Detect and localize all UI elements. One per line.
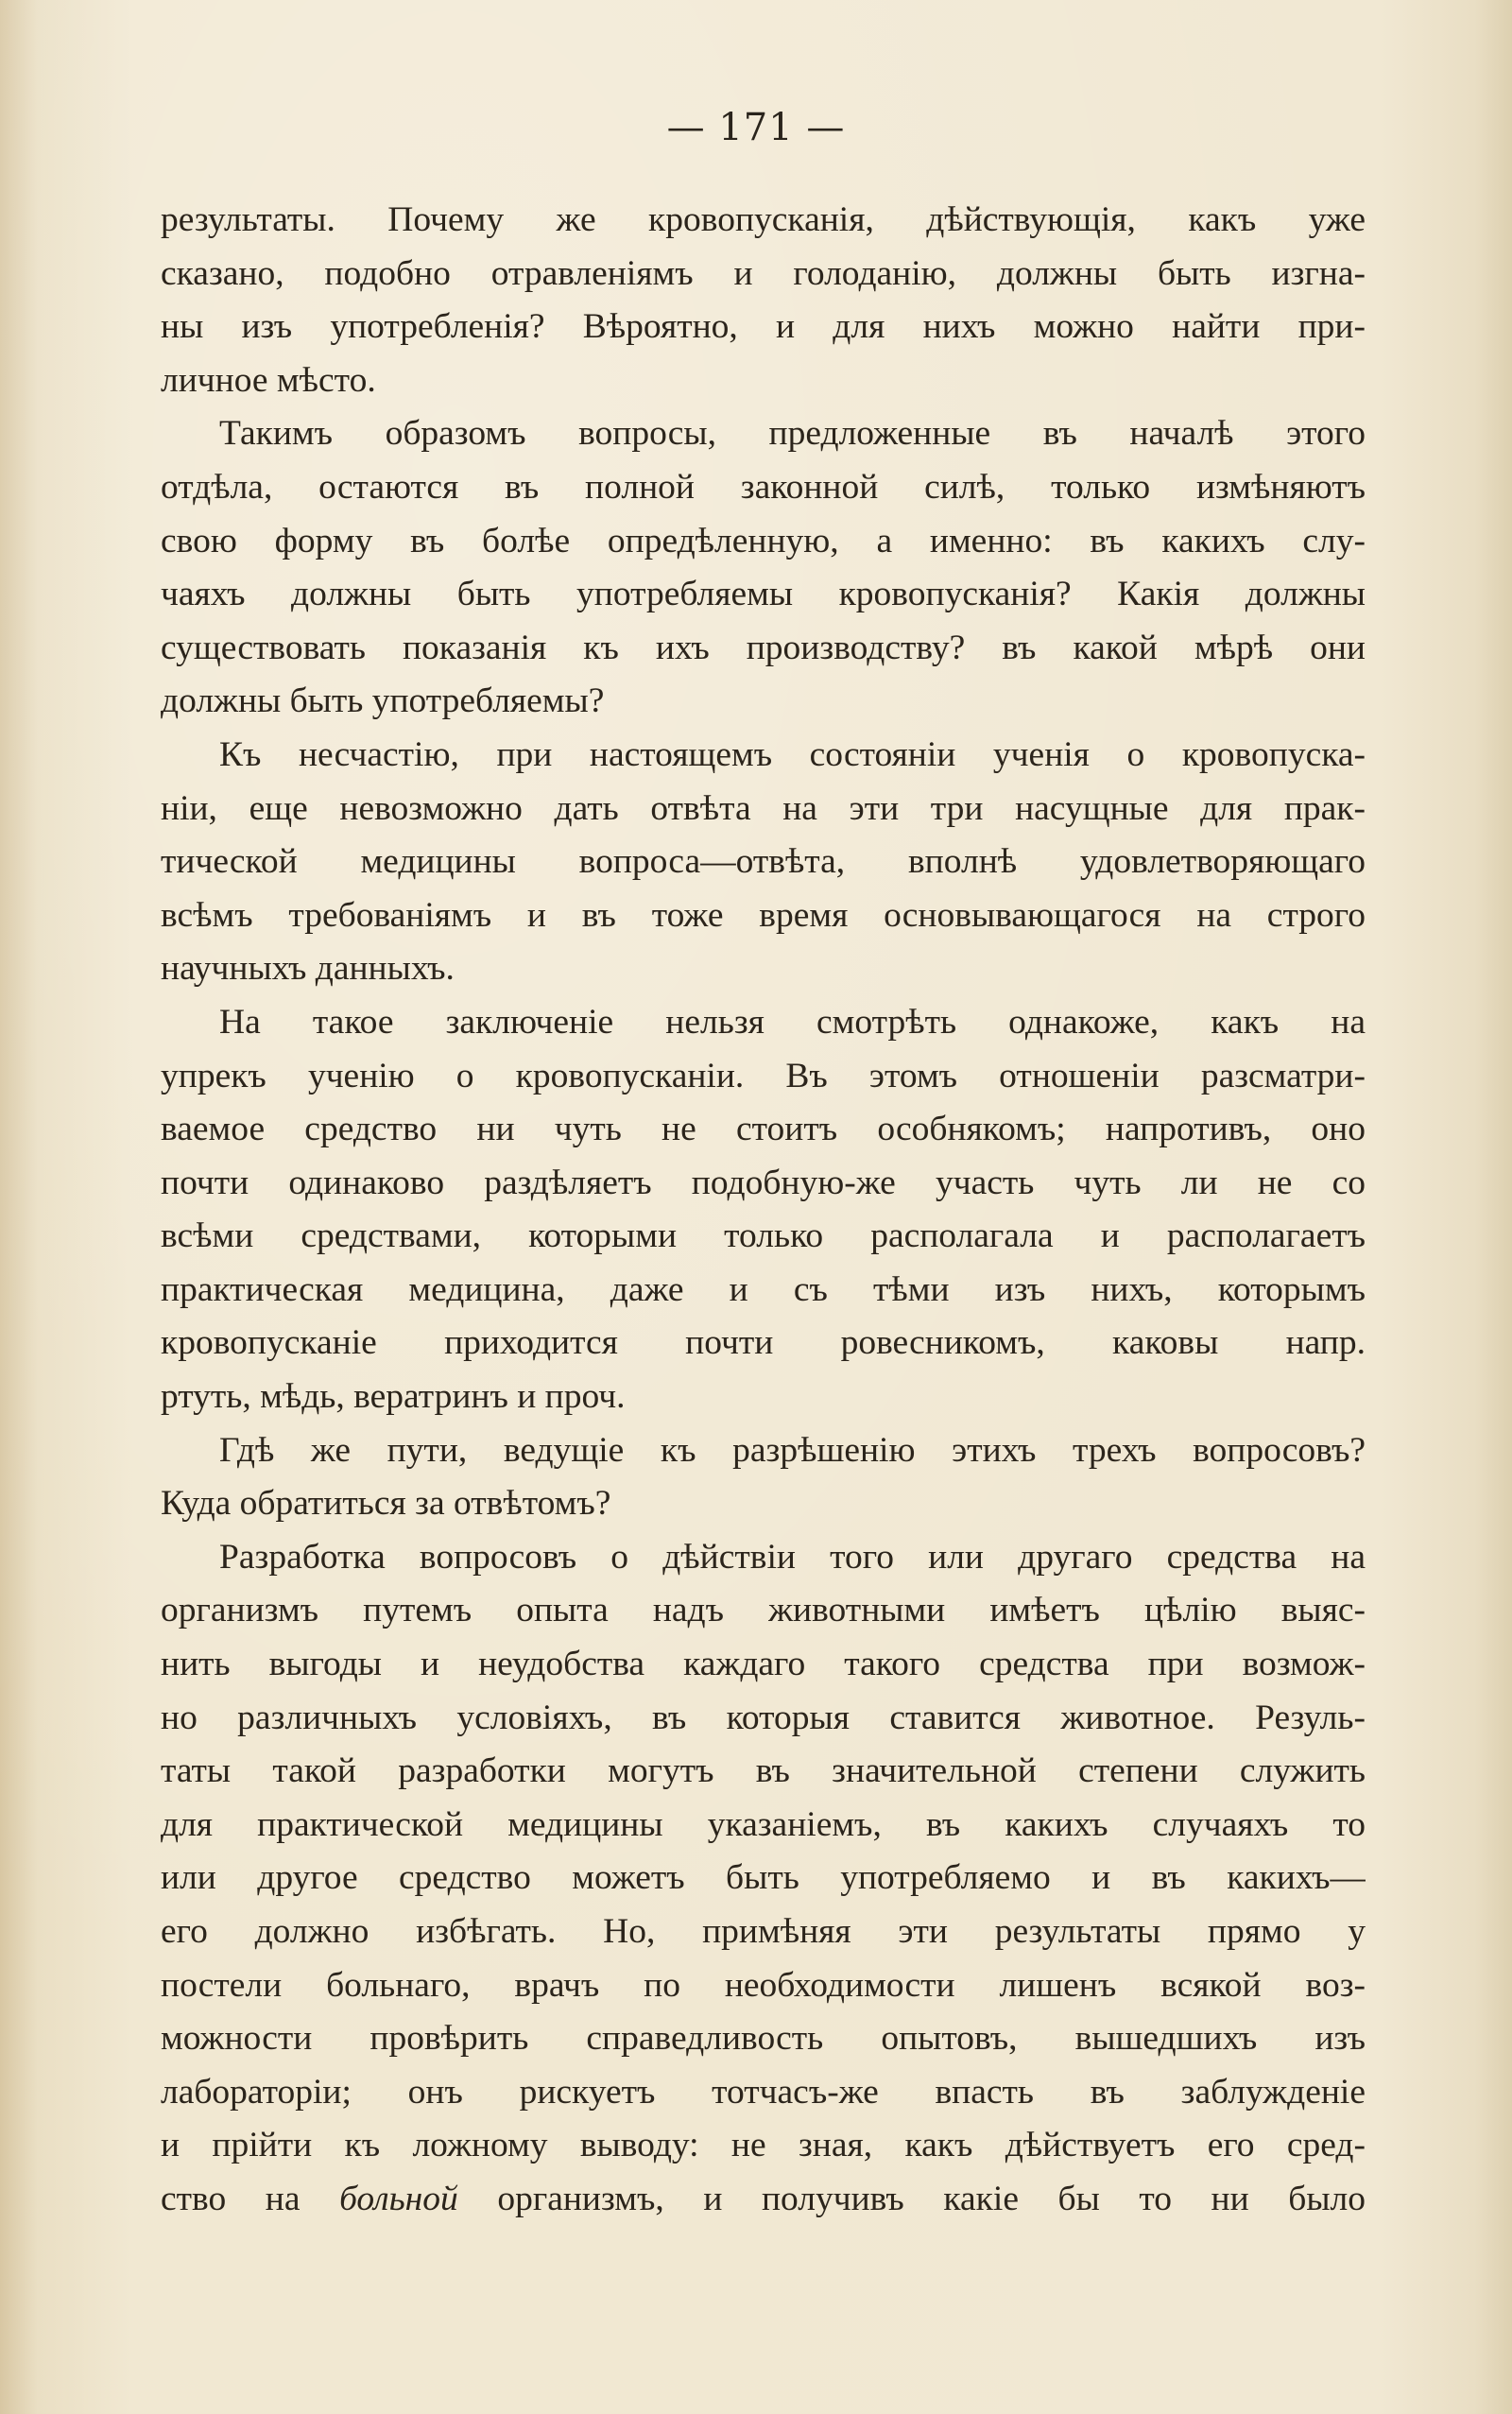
text-line: ртуть, мѣдь, вератринъ и проч. [161,1377,626,1417]
text-line: На такое заключеніе нельзя смотрѣть однакоже, какъ на [219,1002,1366,1042]
text-line: таты такой разработки могутъ въ значительной степени служить [161,1751,1366,1791]
final-line-after: организмъ, и получивъ какіе бы то ни было [457,2179,1366,2218]
text-line: но различныхъ условіяхъ, въ которыя ставится животное. Резуль- [161,1698,1366,1737]
final-line-before: ство на [161,2179,340,2218]
text-line-final [161,2173,1366,2227]
text-line: ваемое средство ни чуть не стоитъ особнякомъ; напротивъ, оно [161,1110,1366,1149]
text-line: для практической медицины указаніемъ, въ какихъ случаяхъ то [161,1804,1366,1844]
text-line: упрекъ ученію о кровопусканіи. Въ этомъ отношеніи разсматри- [161,1056,1366,1095]
text-line: тической медицины вопроса—отвѣта, вполнѣ удовлетворяющаго [161,842,1366,882]
text-line: Гдѣ же пути, ведущіе къ разрѣшенію этихъ трехъ вопросовъ? [219,1430,1366,1470]
text-line: должны быть употребляемы? [161,681,605,721]
text-line: сказано, подобно отравленіямъ и голоданію, должны быть изгна- [161,253,1366,293]
body-text [161,194,1366,2227]
text-line: ны изъ употребленія? Вѣроятно, и для нихъ можно найти при- [161,307,1366,347]
text-line: существовать показанія къ ихъ производству? въ какой мѣрѣ они [161,628,1366,667]
text-line: нить выгоды и неудобства каждаго такого средства при возмож- [161,1645,1366,1684]
text-line: и прійти къ ложному выводу: не зная, какъ дѣйствуетъ его сред- [161,2126,1366,2165]
text-line: ніи, еще невозможно дать отвѣта на эти три насущные для прак- [161,788,1366,828]
text-line: свою форму въ болѣе опредѣленную, а именно: въ какихъ слу- [161,521,1366,560]
text-line: результаты. Почему же кровопусканія, дѣйствующія, какъ уже [161,200,1366,239]
text-line: его должно избѣгать. Но, примѣняя эти результаты прямо у [161,1912,1366,1951]
text-lines [161,194,1366,2173]
text-line: научныхъ данныхъ. [161,949,455,989]
text-line: Куда обратиться за отвѣтомъ? [161,1484,611,1524]
text-line: личное мѣсто. [161,360,376,400]
text-line: всѣми средствами, которыми только располагала и располагаетъ [161,1216,1366,1256]
text-line: Такимъ образомъ вопросы, предложенные въ началѣ этого [219,414,1366,454]
text-line: кровопусканіе приходится почти ровесникомъ, каковы напр. [161,1323,1366,1363]
text-line: почти одинаково раздѣляетъ подобную-же участь чуть ли не со [161,1163,1366,1202]
text-line: Разработка вопросовъ о дѣйствіи того или другаго средства на [219,1537,1366,1577]
text-line: Къ несчастію, при настоящемъ состояніи ученія о кровопуска- [219,734,1366,774]
text-line: постели больнаго, врачъ по необходимости лишенъ всякой воз- [161,1965,1366,2005]
text-line: отдѣла, остаются въ полной законной силѣ, только измѣняютъ [161,467,1366,507]
text-line: всѣмъ требованіямъ и въ тоже время основывающагося на строго [161,895,1366,935]
text-line: или другое средство можетъ быть употребляемо и въ какихъ— [161,1858,1366,1898]
text-line: организмъ путемъ опыта надъ животными имѣетъ цѣлію выяс- [161,1591,1366,1630]
page-number: — 171 — [666,106,846,149]
text-line: практическая медицина, даже и съ тѣми изъ нихъ, которымъ [161,1269,1366,1309]
text-line: можности провѣрить справедливость опытовъ, вышедшихъ изъ [161,2019,1366,2059]
text-line: чаяхъ должны быть употребляемы кровопусканія? Какія должны [161,575,1366,614]
text-line: лабораторіи; онъ рискуетъ тотчасъ-же впасть въ заблужденіе [161,2072,1366,2112]
final-line-emphasis: больной [339,2179,458,2218]
